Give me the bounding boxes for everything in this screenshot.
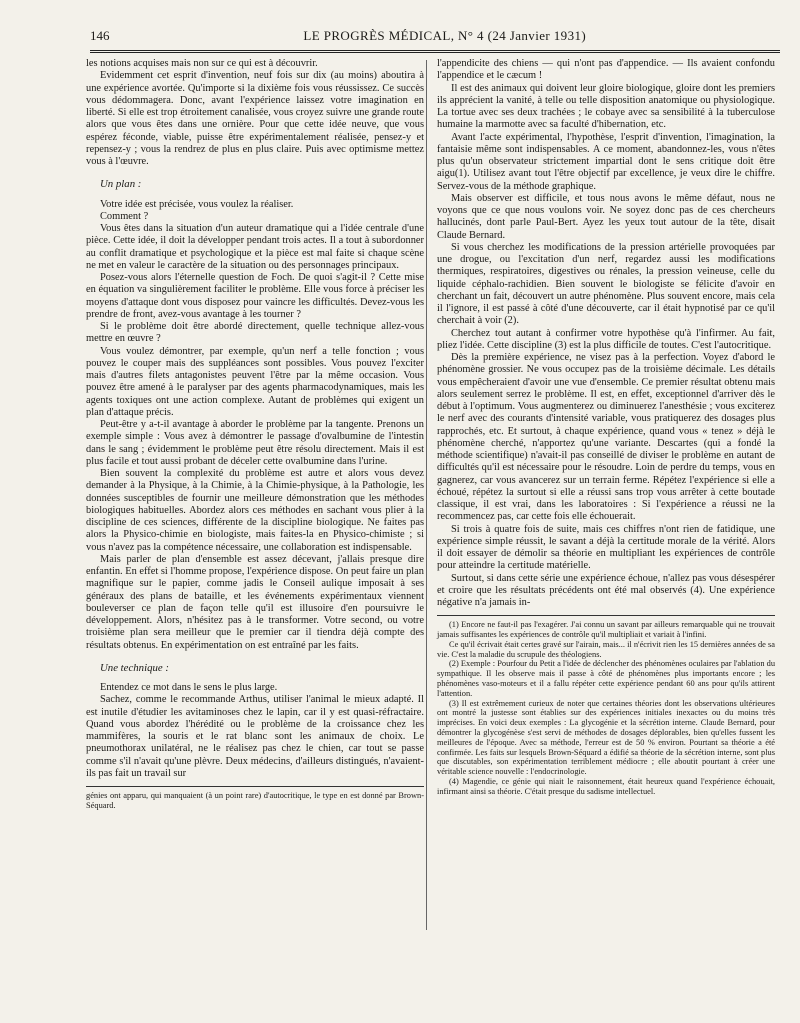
footnotes-right (437, 620, 775, 796)
left-column (86, 58, 424, 1016)
page-number: 146 (90, 28, 110, 43)
paragraph: Si trois à quatre fois de suite, mais ces chiffres n'ont rien de fatidique, une expérience simple réussit, le savant a déjà la certitude morale de la vérité. Alors il doit essayer de démolir sa théorie en multipliant les expériences de contrôle pour atteindre la certitude matérielle. (437, 523, 775, 572)
paragraph: l'appendicite des chiens — qui n'ont pas d'appendice. — Ils avaient confondu l'appendice et le cæcum ! (437, 58, 775, 82)
paragraph: Mais parler de plan d'ensemble est assez décevant, j'allais presque dire enfantin. En effet si l'homme propose, l'expérience dispose. On peut faire un plan magnifique sur le papier, comme jadis le Conseil aulique imposait à ses généraux des plans de bataille, et les événements expérimentaux viennent bouleverser ce plan de façon telle qu'il est illusoire d'en poursuivre le développement. Alors, n'hésitez pas à le transformer. Votre second, ou votre troisième plan sera meilleur que le premier car il tiendra déjà compte des résultats obtenus. En expérimentation on est entraîné par les faits. (86, 553, 424, 651)
paragraph: Bien souvent la complexité du problème est autre et alors vous devez demander à la Physique, à la Chimie, à la Chimie-physique, à la Pathologie, les données susceptibles de fournir une meilleure démonstration que les méthodes biologiques habituelles. Abordez alors ces méthodes en sachant vous plier à la discipline de ces sciences, différente de la discipline biologique. Ne faites pas alors la Physico-chimie en biologiste, mais faites-la en Physico-chimiste ; si vous n'avez pas la compétence nécessaire, une collaboration est indispensable. (86, 468, 424, 553)
paragraph: Vous êtes dans la situation d'un auteur dramatique qui a l'idée centrale d'une pièce. Cette idée, il doit la développer pendant trois actes. Il a tout à subordonner au conflit dramatique et psychologique et la pièce est mal faite si chaque scène ne met en valeur le caractère de la situation ou des personnages principaux. (86, 223, 424, 271)
paragraph: Il est des animaux qui doivent leur gloire biologique, gloire dont les premiers ils apprécient la vanité, à telle ou telle disposition anatomique ou physiologique. La tortue avec ses deux trachées ; le cobaye avec sa sensibilité à la tuberculose humaine la marmotte avec sa faculté d'hibernation, etc. (437, 82, 775, 131)
paragraph: Peut-être y a-t-il avantage à aborder le problème par la tangente. Prenons un exemple simple : Vous avez à démontrer le passage d'ovalbumine de l'intestin dans le sang ; évidemment le problème peut être résolu directement. Mais il est plus facile et tout aussi probant de déceler cette ovalbumine dans l'urine. (86, 419, 424, 467)
footnote-rule (86, 786, 424, 787)
paragraph: Posez-vous alors l'éternelle question de Foch. De quoi s'agit-il ? Cette mise en équation va singulièrement faciliter le problème. Elle vous force à préciser les moyens d'attaque dont vous disposez pour vaincre les difficultés. Devez-vous les prendre de front, avez-vous avantage à les tourner ? (86, 272, 424, 320)
footnote: (1) Encore ne faut-il pas l'exagérer. J'ai connu un savant par ailleurs remarquable qui ne trouvait jamais suffisantes les expériences de contrôle qu'il multipliait et variait à l'infini. (437, 620, 775, 640)
footnote-continuation: génies ont apparu, qui manquaient (à un point rare) d'autocritique, le type en est donné par Brown-Séquard. (86, 791, 424, 810)
paragraph: Surtout, si dans cette série une expérience échoue, n'allez pas vous désespérer et croire que les résultats précédents ont été mal observés (4). Une expérience négative n'a jamais in- (437, 572, 775, 608)
header-rule (90, 50, 780, 53)
paragraph: Avant l'acte expérimental, l'hypothèse, l'esprit d'invention, l'imagination, la fantaisie même sont indispensables. A ce moment, abandonnez-les, vous n'êtes plus qu'un observateur strictement impartial dont le sens critique doit être aigu(1). Utilisez avant tout l'être objectif par excellence, je veux dire le chiffre. Servez-vous de la méthode graphique. (437, 131, 775, 192)
footnote: Ce qu'il écrivait était certes gravé sur l'airain, mais... il n'écrivit rien les 15 dernières années de sa vie. C'est la maladie du scrupule des théologiens. (437, 639, 775, 659)
footnote: (4) Magendie, ce génie qui niait le raisonnement, était heureux quand l'expérience échouait, infirmant ainsi sa théorie. C'était presque du sadisme intellectuel. (437, 777, 775, 796)
paragraph: Si vous cherchez les modifications de la pression artérielle provoquées par une drogue, ou l'excitation d'un nerf, regardez aussi les modifications thermiques, respiratoires, digestives ou rénales, la pression veineuse, celle du liquide céphalo-rachidien. Bien souvent le biologiste se félicite d'avoir en cherchant un fait, découvert un autre phénomène. Plus souvent encore, mais cela il l'ignore, il est passé à côté d'une découverte, car il était hypnotisé par ce qu'il cherchait à voir (2). (437, 241, 775, 327)
paragraph: Evidemment cet esprit d'invention, neuf fois sur dix (au moins) aboutira à une expérience avortée. Qu'importe si la dixième fois vous réussissez. Ce succès vous dédommagera. Donc, avant l'expérience laissez votre imagination en liberté. Si elle est trop étroitement canalisée, vous croyez suivre une grande route alors que vous êtes dans une ornière. Pour que cette idée neuve, que vous espérez féconde, viable, puisse être expérimentalement réalisée, pensez-y et repensez-y ; vous la rendrez de plus en plus claire. Puis avec optimisme mettez vous à l'œuvre. (86, 70, 424, 167)
footnote-rule (437, 615, 775, 616)
paragraph: Entendez ce mot dans le sens le plus large. (100, 682, 278, 693)
footnote: (3) Il est extrêmement curieux de noter que certaines théories dont les observations ultérieures ont montré la justesse sont établies sur des expériences initiales inexactes ou du moins très imprécises. En voici deux exemples : La glycogénie et la sécrétion interne. Claude Bernard, pour démontrer la glycogénèse s'est servi de méthodes de dosages déplorables, bien qu'elles fussent les meilleures de l'époque. Avec sa méthode, l'erreur est de 50 % environ. Pourtant sa théorie a été confirmée. Les faits sur lesquels Brown-Séquard a édifié sa théorie de la sécrétion interne, sont plus que discutables, son expérimentation terriblement médiocre ; elle aboutit pourtant à créer une véritable science nouvelle : l'endocrinologie. (437, 698, 775, 777)
section-heading-technique: Une technique : (100, 661, 169, 674)
footnotes-left (86, 791, 424, 811)
paragraph: Comment ? (100, 210, 149, 222)
right-column (437, 58, 775, 1016)
paragraph: les notions acquises mais non sur ce qui est à découvrir. (86, 58, 318, 69)
paragraph: Votre idée est précisée, vous voulez la réaliser. (100, 198, 294, 210)
paragraph: Cherchez tout autant à confirmer votre hypothèse qu'à l'infirmer. Au fait, pliez l'idée. Cette discipline (3) est la plus difficile de toutes. C'est l'autocritique. (437, 327, 775, 351)
paragraph: Mais observer est difficile, et tous nous avons le même défaut, nous ne voyons que ce que nous voulons voir. Ne soyez donc pas de ces chercheurs hallucinés, dont parle Paul-Bert. Ayez les yeux tout autour de la tête, disait Claude Bernard. (437, 192, 775, 241)
paragraph: Si le problème doit être abordé directement, quelle technique allez-vous mettre en œuvre ? (86, 321, 424, 345)
page-header (90, 28, 780, 50)
paragraph: Sachez, comme le recommande Arthus, utiliser l'animal le mieux adapté. Il est inutile d'étudier les avitaminoses chez le lapin, car il y est quasi-réfractaire. Quand vous abordez l'hérédité ou le problème de la croissance chez les mammifères, la souris et le rat blanc sont les animaux de choix. Le pneumothorax unilatéral, ne le réalisez pas chez le chien, car tout se passe comme s'il n'avait qu'une plèvre. Deux médecins, d'ailleurs distingués, n'avaient-ils pas fait un travail sur (86, 694, 424, 779)
footnote: (2) Exemple : Pourfour du Petit a l'idée de déclencher des phénomènes oculaires par l'ablation du sympathique. Il les observe mais il passe à côté de phénomènes plus importants encore ; les phénomènes vaso-moteurs et il a fallu répéter cette expérience pendant 60 ans pour qu'ils attirent l'attention. (437, 659, 775, 698)
paragraph: Vous voulez démontrer, par exemple, qu'un nerf a telle fonction ; vous pouvez le couper mais des suppléances sont possibles. Vous pouvez l'exciter mais d'autres filets antagonistes peuvent l'être par la même occasion. Vous pouvez être amené à le paralyser par des agents pharmacodynamiques, mais les agents toxiques ont une action complexe. Autant de problèmes qui exigent un plan d'attaque précis. (86, 345, 424, 418)
running-head: LE PROGRÈS MÉDICAL, N° 4 (24 Janvier 1931) (303, 28, 587, 43)
paragraph: Dès la première expérience, ne visez pas à la perfection. Voyez d'abord le phénomène grossier. Ne vous occupez pas de la troisième décimale. Les détails vous empêcheraient d'avoir une vue d'ensemble. Ce premier résultat obtenu mais alors seulement serrez le problème. Il est, en effet, exceptionnel d'arriver dès le début à l'optimum. Vous augmenterez ou diminuerez l'anesthésie ; vous exciterez le nerf avec des courants d'intensité variable, vous pratiquerez des dosages plus rapprochés, etc. Et surtout, à chaque expérience, quand vous « tenez » déjà le phénomène cherché, n'apportez qu'une variante. Descartes (qui a fondé la méthode scientifique) n'avait-il pas conseillé de diviser le problème en autant de difficultés qu'il est nécessaire pour le résoudre. Loin de perdre du temps, vous en gagnerez, car vous avancerez sur un terrain ferme. Répétez l'expérience si elle a échoué, répétez la surtout si elle a réussi sans trop vous arrêter à cette boutade classique, il est vrai, dans les laboratoires : Si l'expérience a réussi ne la recommencez pas, car cette fois elle échouerait. (437, 352, 775, 523)
column-divider (426, 60, 427, 930)
section-heading-plan: Un plan : (100, 178, 142, 191)
